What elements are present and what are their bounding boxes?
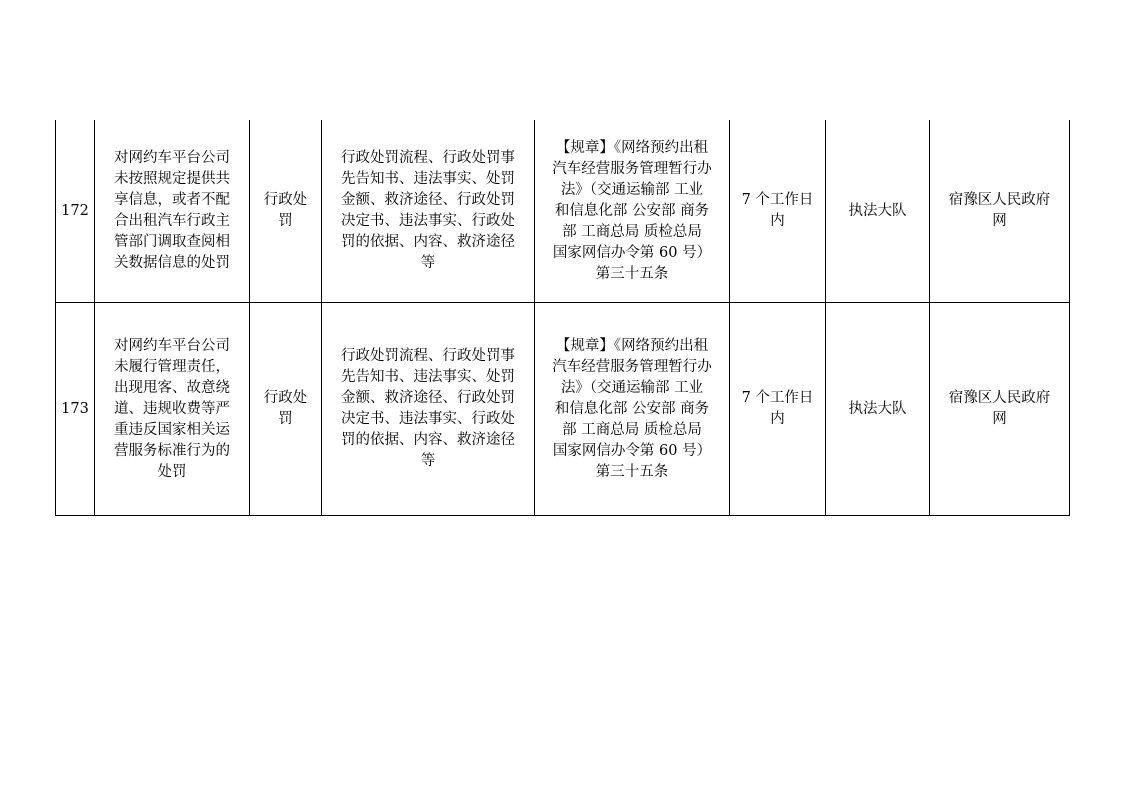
- time-limit-cell: 7 个工作日 内: [730, 303, 826, 516]
- legal-basis-cell: 【规章】《网络预约出租 汽车经营服务管理暂行办 法》（交通运输部 工业 和信息化部 公安部 商务 部 工商总局 质检总局 国家网信办令第 60 号） 第三十五条: [535, 120, 730, 303]
- responsible-subject-cell: 执法大队: [826, 303, 930, 516]
- table-row: [56, 303, 1070, 516]
- row-index-cell: 173: [56, 303, 95, 516]
- time-limit-cell: 7 个工作日 内: [730, 120, 826, 303]
- item-name-cell: 对网约车平台公司 未按照规定提供共 享信息，或者不配 合出租汽车行政主 管部门调取查阅相 关数据信息的处罚: [95, 120, 250, 303]
- item-name-cell: 对网约车平台公司 未履行管理责任， 出现甩客、故意绕 道、违规收费等严 重违反国家相关运 营服务标准行为的 处罚: [95, 303, 250, 516]
- table-row: [56, 120, 1070, 303]
- category-cell: 行政处 罚: [250, 120, 322, 303]
- legal-basis-cell: 【规章】《网络预约出租 汽车经营服务管理暂行办 法》（交通运输部 工业 和信息化部 公安部 商务 部 工商总局 质检总局 国家网信办令第 60 号） 第三十五条: [535, 303, 730, 516]
- row-index-cell: 172: [56, 120, 95, 303]
- disclosed-content-cell: 行政处罚流程、行政处罚事 先告知书、违法事实、处罚 金额、救济途径、行政处罚 决定书、违法事实、行政处 罚的依据、内容、救济途径 等: [322, 120, 535, 303]
- disclosed-content-cell: 行政处罚流程、行政处罚事 先告知书、违法事实、处罚 金额、救济途径、行政处罚 决定书、违法事实、行政处 罚的依据、内容、救济途径 等: [322, 303, 535, 516]
- disclosure-table: [55, 120, 1070, 516]
- category-cell: 行政处 罚: [250, 303, 322, 516]
- responsible-subject-cell: 执法大队: [826, 120, 930, 303]
- disclosure-channel-cell: 宿豫区人民政府 网: [930, 120, 1070, 303]
- disclosure-channel-cell: 宿豫区人民政府 网: [930, 303, 1070, 516]
